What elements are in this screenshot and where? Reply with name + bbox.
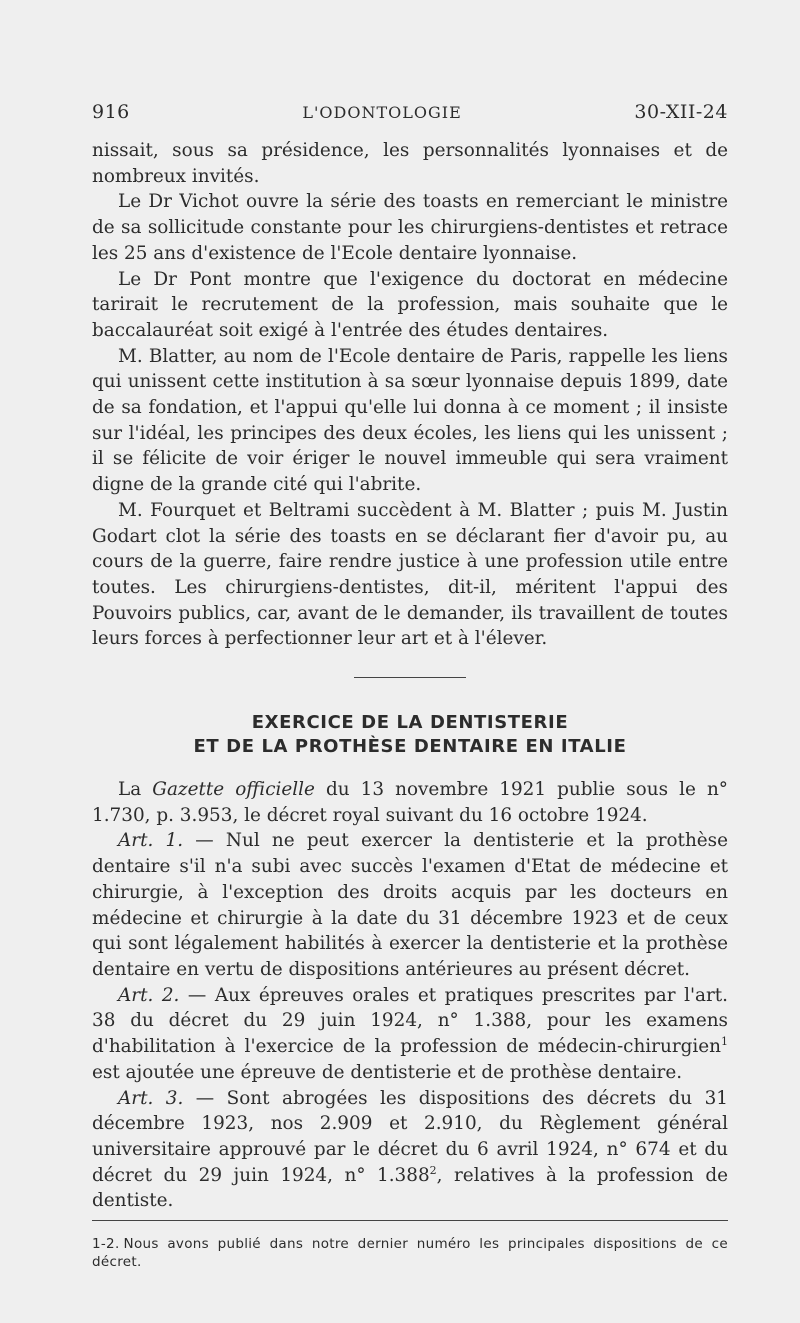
running-header [92,101,728,123]
footnote-number: 1-2. [92,1236,120,1253]
page-number: 916 [92,101,130,123]
article-3 [92,1086,728,1215]
journal-title: L'ODONTOLOGIE [302,103,462,122]
paragraph: M. Fourquet et Beltrami succèdent à M. Blatter ; puis M. Justin Godart clot la série des toasts en se déclarant fier d'avoir pu, au cours de la guerre, faire rendre justice à une profession utile entre toutes. Les chirurgiens-dentistes, dit-il, méritent l'appui des Pouvoirs publics, car, avant de le demander, ils travaillent de toutes leurs forces à perfectionner leur art et à l'élever. [92,499,728,650]
paragraph: M. Blatter, au nom de l'Ecole dentaire de Paris, rappelle les liens qui unissent cette institution à sa sœur lyonnaise depuis 1899, date de sa fondation, et l'appui qu'elle lui donna à ce moment ; il insiste sur l'idéal, les principes des deux écoles, les liens qui les unissent ; il se félicite de voir ériger le nouvel immeuble qui sera vraiment digne de la grande cité qui l'abrite. [92,345,728,496]
article-text: — Aux épreuves orales et pratiques prescrites par l'art. 38 du décret du 29 juin 1924, n° 1.388, pour les examens d'habilitation à l'exercice de la profession de médecin-chirurgien [92,984,728,1058]
article-text: , relatives à la profession de dentiste. [92,1164,728,1212]
intro-text: du 13 novembre 1921 publie sous le n° 1.730, p. 3.953, le décret royal suivant du 16 octobre 1924. [92,779,728,826]
footnote [92,1235,728,1271]
section-divider [354,677,466,678]
article-1 [92,828,728,982]
article-text: est ajoutée une épreuve de dentisterie et de prothèse dentaire. [92,1061,683,1083]
article-body [92,138,728,1271]
paragraph: nissait, sous sa présidence, les personnalités lyonnaises et de nombreux invités. [92,140,728,187]
section-heading-line: ET DE LA PROTHÈSE DENTAIRE EN ITALIE [193,736,627,758]
article-text: — Sont abrogées les dispositions des décrets du 31 décembre 1923, nos 2.909 et 2.910, du Règlement général universitaire approuvé par le décret du 6 avril 1924, n° 674 et du décret du 29 juin 1924, n° 1.388 [92,1087,728,1186]
intro-text: La [118,779,153,801]
article-label: Art. 3. [118,1087,184,1109]
footnote-text: Nous avons publié dans notre dernier numéro les principales dispositions de ce décret. [92,1236,728,1271]
section-intro [92,777,728,828]
article-label: Art. 2. [118,984,180,1006]
footnote-ref: 2 [429,1163,437,1177]
issue-date: 30-XII-24 [634,101,728,123]
article-2 [92,983,728,1086]
footnote-rule [92,1220,728,1221]
gazette-title: Gazette officielle [152,779,315,801]
article-text: — Nul ne peut exercer la dentisterie et la prothèse dentaire s'il n'a subi avec succès l'examen d'Etat de médecine et chirurgie, à l'exception des droits acquis par les docteurs en médecine et chirurgie à la date du 31 décembre 1923 et de ceux qui sont légalement habilités à exercer la dentisterie et la prothèse dentaire en vertu de dispositions antérieures au présent décret. [92,830,729,980]
paragraph: Le Dr Pont montre que l'exigence du doctorat en médecine tarirait le recrutement de la profession, mais souhaite que le baccalauréat soit exigé à l'entrée des études dentaires. [92,268,728,341]
footnote-ref: 1 [721,1034,728,1048]
section-heading-line: EXERCICE DE LA DENTISTERIE [251,712,569,734]
paragraph: Le Dr Vichot ouvre la série des toasts en remerciant le ministre de sa sollicitude constante pour les chirurgiens-dentistes et retrace les 25 ans d'existence de l'Ecole dentaire lyonnaise. [92,191,728,264]
section-heading [92,711,728,759]
article-label: Art. 1. [118,830,184,852]
